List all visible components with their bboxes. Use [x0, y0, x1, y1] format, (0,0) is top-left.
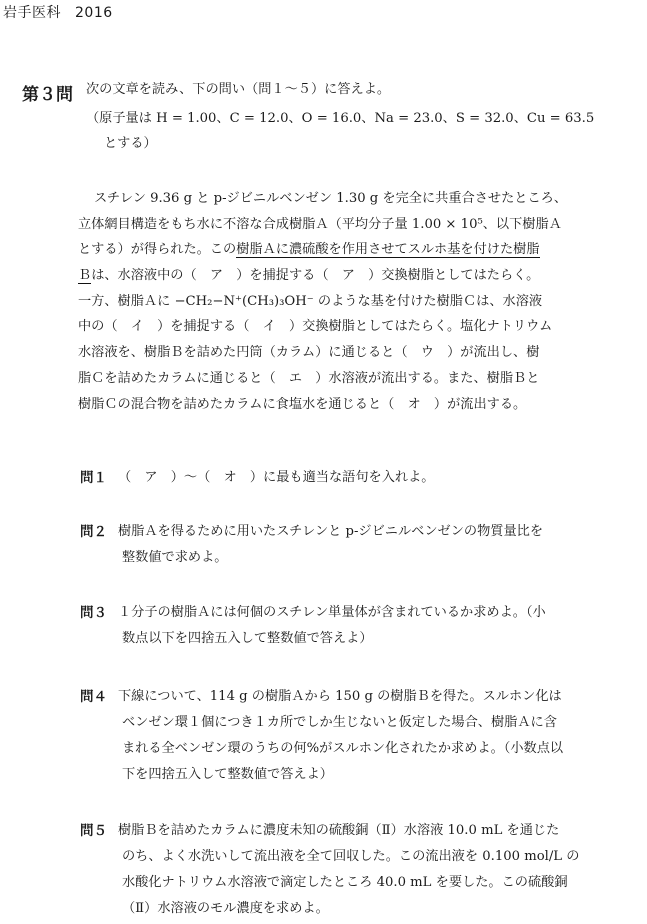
question-4-line-1: 下線について、114 g の樹脂Ａから 150 g の樹脂Ｂを得た。スルホン化は	[118, 689, 562, 704]
question-intro: 次の文章を読み、下の問い（問１～５）に答えよ。	[86, 82, 391, 97]
question-1-line-1: （ ア ）～（ オ ）に最も適当な語句を入れよ。	[118, 470, 435, 485]
exam-year: 2016	[75, 5, 113, 21]
question-3-line-1: １分子の樹脂Ａには何個のスチレン単量体が含まれているか求めよ。（小	[118, 605, 546, 620]
question-4-label: 問４	[80, 689, 107, 705]
question-4-line-3: まれる全ベンゼン環のうちの何%がスルホン化されたか求めよ。（小数点以	[122, 741, 564, 756]
question-2-line-2: 整数値で求めよ。	[122, 550, 228, 565]
underlined-text: 樹脂Ａに濃硫酸を作用させてスルホ基を付けた樹脂	[236, 242, 540, 258]
page-header	[3, 2, 113, 22]
atomic-masses-line-1: （原子量は H = 1.00、C = 12.0、O = 16.0、Na = 23.0、S = 32.0、Cu = 63.5	[86, 111, 595, 126]
question-3-text	[80, 600, 546, 652]
passage-line-3	[78, 237, 638, 263]
atomic-masses-line-2: とする）	[104, 136, 157, 151]
passage	[78, 186, 638, 417]
question-2-label: 問２	[80, 524, 107, 540]
passage-line-5: 一方、樹脂Ａに −CH₂−N⁺(CH₃)₃OH⁻ のような基を付けた樹脂Ｃは、水溶液	[78, 293, 543, 309]
question-2-text	[80, 519, 543, 571]
passage-line-9: 樹脂Ｃの混合物を詰めたカラムに食塩水を通じると（ オ ）が流出する。	[78, 396, 527, 412]
question-2	[80, 519, 543, 571]
question-5-line-2: のち、よく水洗いして流出液を全て回収した。この流出液を 0.100 mol/L の	[122, 849, 580, 864]
atomic-masses	[86, 106, 594, 156]
question-1-text	[80, 465, 435, 491]
question-4-line-2: ベンゼン環１個につき１カ所でしか生じないと仮定した場合、樹脂Ａに含	[122, 715, 557, 730]
passage-line-2: 立体網目構造をもち水に不溶な合成樹脂Ａ（平均分子量 1.00 × 10⁵、以下樹脂Ａ	[78, 216, 562, 232]
question-3-line-2: 数点以下を四捨五入して整数値で答えよ）	[122, 631, 373, 646]
underlined-text-end: Ｂ	[78, 268, 92, 284]
school-name: 岩手医科	[3, 5, 61, 21]
passage-line-4	[78, 263, 638, 289]
passage-line-3-text: とする）が得られた。この	[78, 242, 237, 258]
question-3	[80, 600, 546, 652]
question-5	[80, 818, 579, 922]
question-4	[80, 684, 563, 788]
question-5-text	[80, 818, 579, 922]
question-4-text	[80, 684, 563, 788]
question-5-line-4: （Ⅱ）水溶液のモル濃度を求めよ。	[122, 901, 329, 916]
passage-line-6: 中の（ イ ）を捕捉する（ イ ）交換樹脂としてはたらく。塩化ナトリウム	[78, 319, 553, 335]
question-2-line-1: 樹脂Ａを得るために用いたスチレンと p-ジビニルベンゼンの物質量比を	[118, 524, 544, 539]
question-4-line-4: 下を四捨五入して整数値で答えよ）	[122, 767, 333, 782]
question-1	[80, 465, 435, 491]
question-3-label: 問３	[80, 605, 107, 621]
question-5-label: 問５	[80, 823, 107, 839]
passage-line-4-text: は、水溶液中の（ ア ）を捕捉する（ ア ）交換樹脂としてはたらく。	[91, 268, 540, 284]
passage-line-7: 水溶液を、樹脂Ｂを詰めた円筒（カラム）に通じると（ ウ ）が流出し、樹	[78, 345, 540, 361]
question-5-line-1: 樹脂Ｂを詰めたカラムに濃度未知の硫酸銅（Ⅱ）水溶液 10.0 mL を通じた	[118, 823, 560, 838]
question-5-line-3: 水酸化ナトリウム水溶液で滴定したところ 40.0 mL を要した。この硫酸銅	[122, 875, 568, 890]
question-1-label: 問１	[80, 470, 107, 486]
question-title: 第３問	[22, 85, 73, 105]
passage-line-8: 脂Ｃを詰めたカラムに通じると（ エ ）水溶液が流出する。また、樹脂Ｂと	[78, 370, 540, 386]
passage-line-1: スチレン 9.36 g と p-ジビニルベンゼン 1.30 g を完全に共重合させたところ、	[94, 191, 568, 206]
